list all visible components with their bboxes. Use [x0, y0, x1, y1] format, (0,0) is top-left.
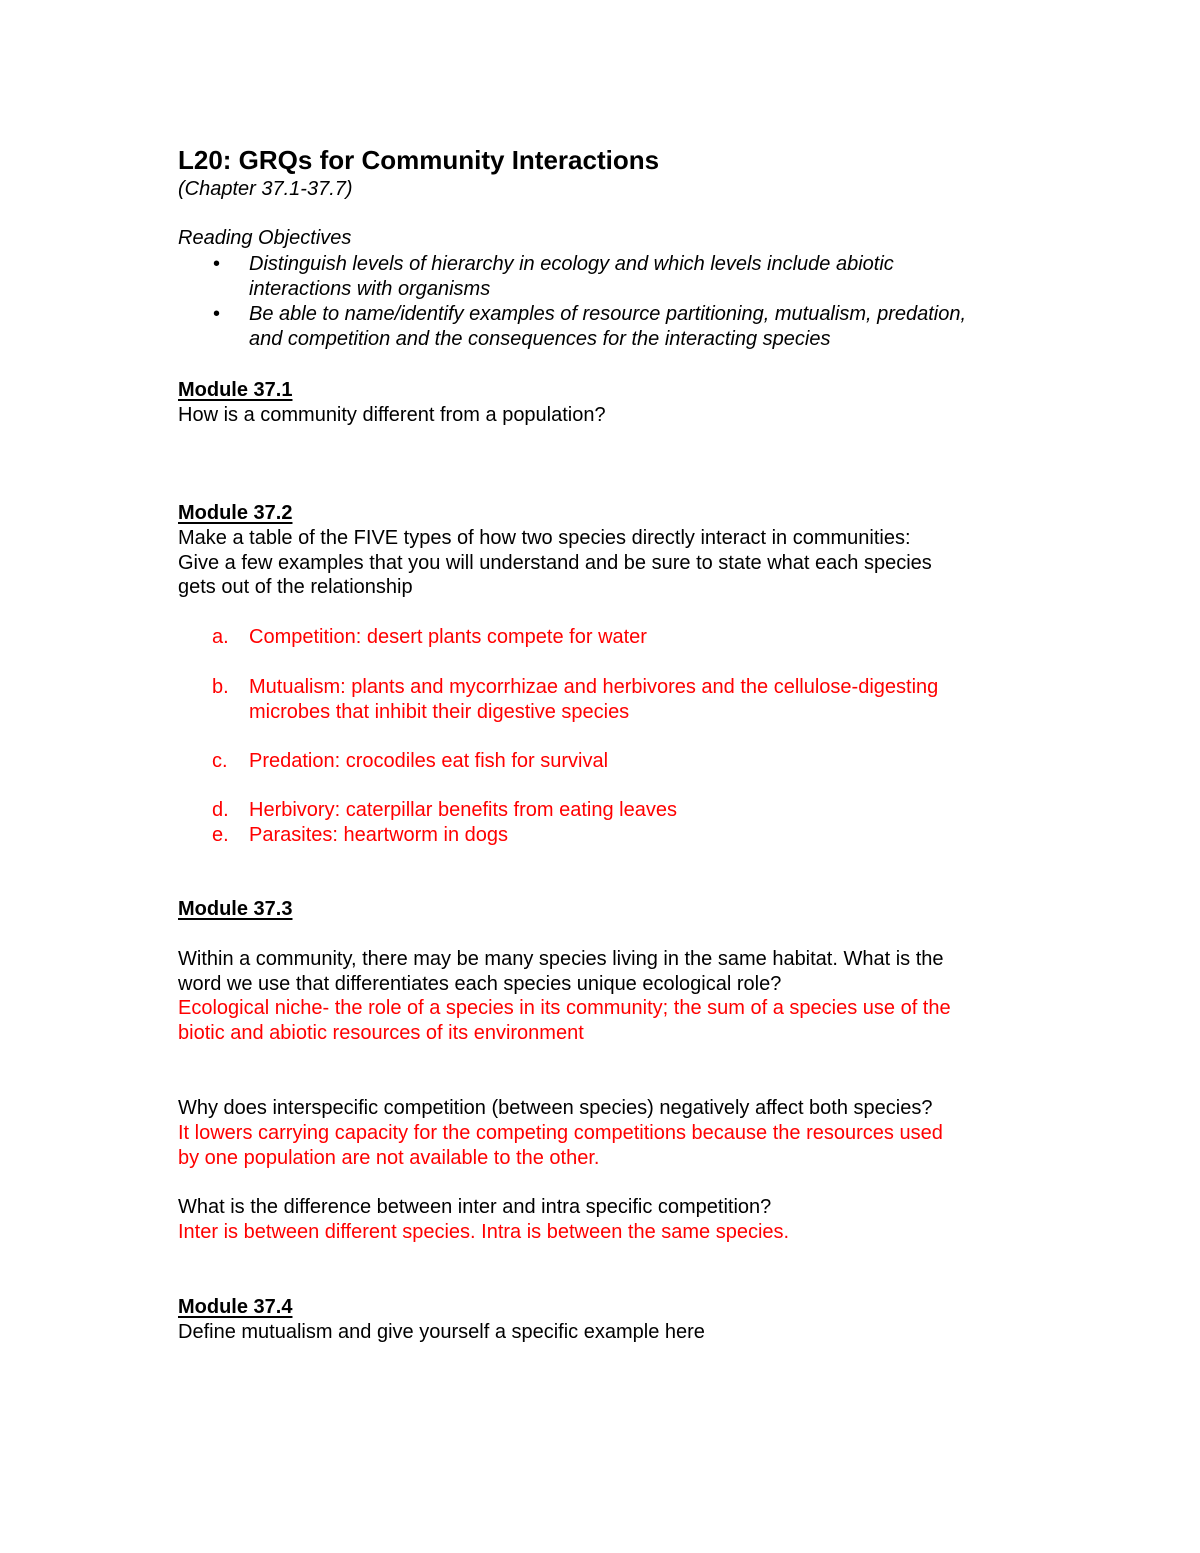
module-heading: Module 37.1 [178, 379, 293, 401]
question-text: How is a community different from a population? [178, 404, 606, 426]
answer-item: Predation: crocodiles eat fish for survival [249, 750, 609, 772]
list-marker: a. [212, 626, 229, 648]
list-marker: e. [212, 824, 229, 846]
bullet-icon: • [213, 303, 221, 325]
question-text: What is the difference between inter and intra specific competition? [178, 1196, 772, 1218]
answer-text: It lowers carrying capacity for the competing competitions because the resources used by one population are not available to the other. [178, 1122, 943, 1169]
list-marker: d. [212, 799, 229, 821]
question-text: Make a table of the FIVE types of how two species directly interact in communities: Give a few examples that you will understand and be sure to state what each species gets out of the relationship [178, 527, 932, 598]
module-heading: Module 37.2 [178, 502, 293, 524]
answer-item: Parasites: heartworm in dogs [249, 824, 509, 846]
objective-item: Be able to name/identify examples of resource partitioning, mutualism, predation, and competition and the consequences for the interacting species [249, 303, 967, 350]
answer-item: Herbivory: caterpillar benefits from eating leaves [249, 799, 677, 821]
answer-text: Ecological niche- the role of a species in its community; the sum of a species use of the biotic and abiotic resources of its environment [178, 997, 951, 1044]
answer-text: Inter is between different species. Intra is between the same species. [178, 1221, 790, 1243]
module-heading: Module 37.3 [178, 898, 293, 920]
page-title: L20: GRQs for Community Interactions [178, 145, 660, 175]
question-text: Within a community, there may be many species living in the same habitat. What is the word we use that differentiates each species unique ecological role? [178, 948, 944, 995]
objectives-heading: Reading Objectives [178, 227, 352, 249]
list-marker: c. [212, 750, 228, 772]
bullet-icon: • [213, 253, 221, 275]
module-heading: Module 37.4 [178, 1296, 293, 1318]
answer-item: Mutualism: plants and mycorrhizae and herbivores and the cellulose-digesting microbes that inhibit their digestive species [249, 676, 939, 723]
list-marker: b. [212, 676, 229, 698]
question-text: Define mutualism and give yourself a specific example here [178, 1321, 705, 1343]
answer-item: Competition: desert plants compete for water [249, 626, 647, 648]
question-text: Why does interspecific competition (between species) negatively affect both species? [178, 1097, 933, 1119]
objective-item: Distinguish levels of hierarchy in ecology and which levels include abiotic interactions with organisms [249, 253, 894, 300]
chapter-reference: (Chapter 37.1-37.7) [178, 178, 353, 200]
